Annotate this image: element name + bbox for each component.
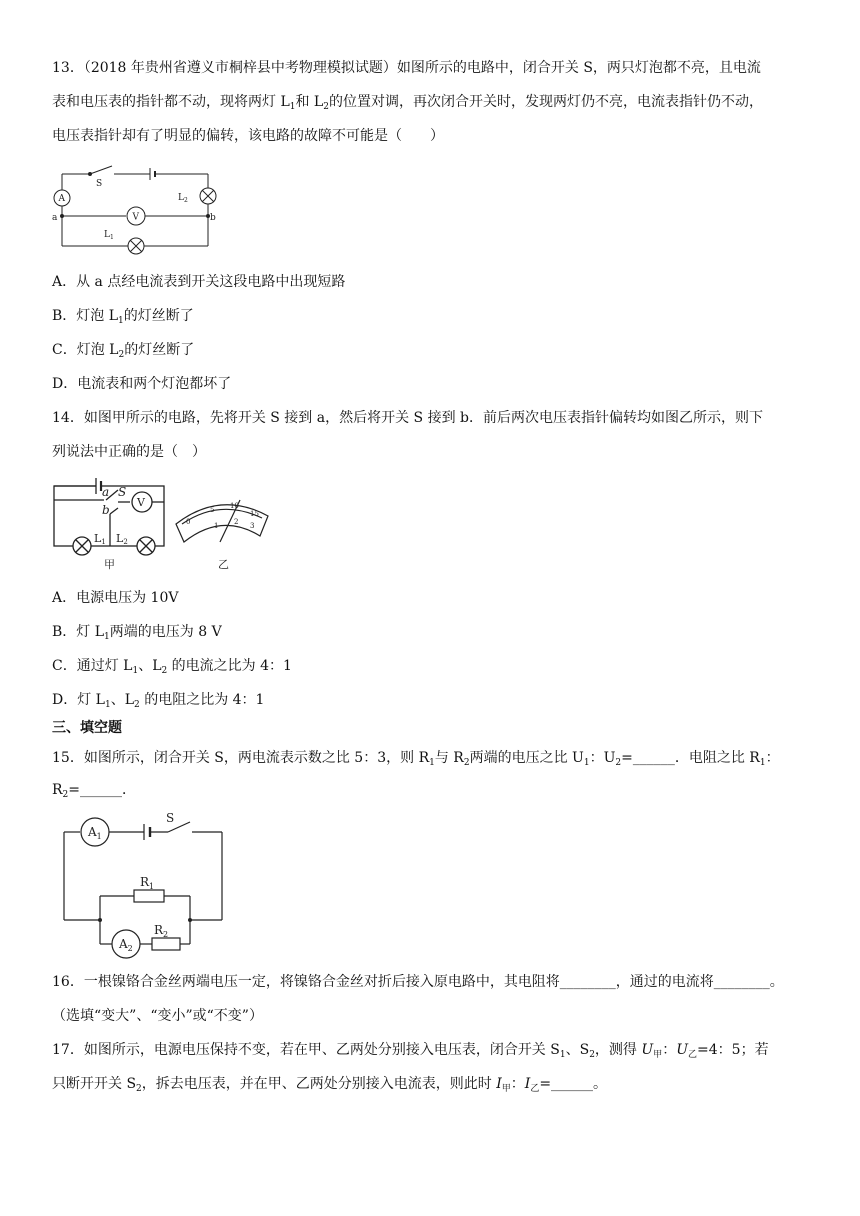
q13-fig-label-a: a <box>52 213 58 223</box>
q13-option-d: D．电流表和两个灯泡都坏了 <box>52 376 232 392</box>
q16-stem-line1: 16．一根镍铬合金丝两端电压一定，将镍铬合金丝对折后接入原电路中，其电阻将________，通过的电流将________。 <box>52 974 784 990</box>
q14-option-d: D．灯 $L_1$、$L_2$ 的电阻之比为 4：1 <box>52 692 265 710</box>
q13-option-c: C．灯泡 $L_2$的灯丝断了 <box>52 342 195 360</box>
q14-fig-scale-3: 3 <box>250 522 255 530</box>
q14-fig-scale-2: 2 <box>234 518 239 526</box>
q13-fig-ammeter-label: A <box>58 194 65 204</box>
q14-fig-label-yi: 乙 <box>218 558 229 571</box>
q14-fig-label-l2: L2 <box>116 532 128 546</box>
q14-option-a: A．电源电压为 10V <box>52 590 179 606</box>
q13-option-b: B．灯泡 $L_1$的灯丝断了 <box>52 308 194 326</box>
q14-fig-scale-15: 15 <box>250 510 259 518</box>
q14-fig-scale-1: 1 <box>214 522 219 530</box>
q13-stem-line1: 13．（2018 年贵州省遵义市桐梓县中考物理模拟试题）如图所示的电路中，闭合开关 S，两只灯泡都不亮，且电流 <box>52 60 761 76</box>
q16-stem-line2: （选填“变大”、“变小”或“不变”） <box>52 1008 263 1024</box>
q13-fig-label-l2: $L_2$ <box>178 193 188 204</box>
q14-stem-line2: 列说法中正确的是（ ） <box>52 444 206 460</box>
q14-fig-label-b: b <box>102 503 110 517</box>
q15-fig-r2-label: $R_2$ <box>154 923 169 939</box>
q14-fig-label-jia: 甲 <box>104 558 115 571</box>
q15-fig-ammeter1-label: $A_1$ <box>88 825 102 841</box>
q14-fig-scale-10: 10 <box>230 502 239 510</box>
q14-fig-scale-5: 5 <box>210 506 215 514</box>
q15-fig-ammeter2-label: $A_2$ <box>119 937 133 953</box>
q14-fig-voltmeter-label: V <box>137 496 145 509</box>
q14-option-c: C．通过灯 $L_1$、$L_2$ 的电流之比为 4：1 <box>52 658 292 676</box>
q14-option-b: B．灯 $L_1$两端的电压为 8 V <box>52 624 222 642</box>
q14-fig-label-s: S <box>118 485 127 499</box>
q14-fig-label-a: a <box>102 485 110 499</box>
q13-stem-line3: 电压表指针却有了明显的偏转，该电路的故障不可能是（ ） <box>52 128 444 144</box>
q13-option-a: A．从 a 点经电流表到开关这段电路中出现短路 <box>52 274 346 290</box>
section-heading: 三、填空题 <box>52 720 122 736</box>
q13-fig-label-l1: $L_1$ <box>104 230 114 241</box>
q15-circuit-figure <box>60 810 230 962</box>
q14-fig-scale-0: 0 <box>186 518 191 526</box>
q17-stem-line1: 17．如图所示，电源电压保持不变，若在甲、乙两处分别接入电压表，闭合开关 $S_1$、$S_2$，测得 $U_甲$：$U_乙=4$：5；若 <box>52 1042 769 1060</box>
q14-fig-label-l1: L1 <box>94 532 106 546</box>
q13-fig-voltmeter-label: V <box>132 212 139 223</box>
q13-fig-label-b: b <box>210 213 216 223</box>
q15-stem-line1: 15．如图所示，闭合开关 S，两电流表示数之比 5：3，则 $R_1$与 $R_2$两端的电压之比 $U_1$：$U_2=\_\_\_\_\_\_$．电阻之比 $R_1$： <box>52 750 780 768</box>
q13-stem-line2: 表和电压表的指针都不动，现将两灯 $L_1$和 $L_2$的位置对调，再次闭合开关时，发现两灯仍不亮，电流表指针仍不动， <box>52 94 763 112</box>
q14-stem-line1: 14．如图甲所示的电路，先将开关 S 接到 a，然后将开关 S 接到 b．前后两次电压表指针偏转均如图乙所示，则下 <box>52 410 764 426</box>
q15-stem-line2: $R_2=\_\_\_\_\_\_$． <box>52 782 137 800</box>
q17-stem-line2: 只断开开关 $S_2$，拆去电压表，并在甲、乙两处分别接入电流表，则此时 $I_甲$：$I_乙=\_\_\_\_\_\_$。 <box>52 1076 608 1094</box>
q14-circuit-figure <box>50 472 275 572</box>
q13-fig-label-s: S <box>96 179 103 189</box>
q15-fig-switch-label: S <box>166 811 175 825</box>
q13-circuit-figure <box>50 162 220 258</box>
q15-fig-r1-label: $R_1$ <box>140 875 155 891</box>
